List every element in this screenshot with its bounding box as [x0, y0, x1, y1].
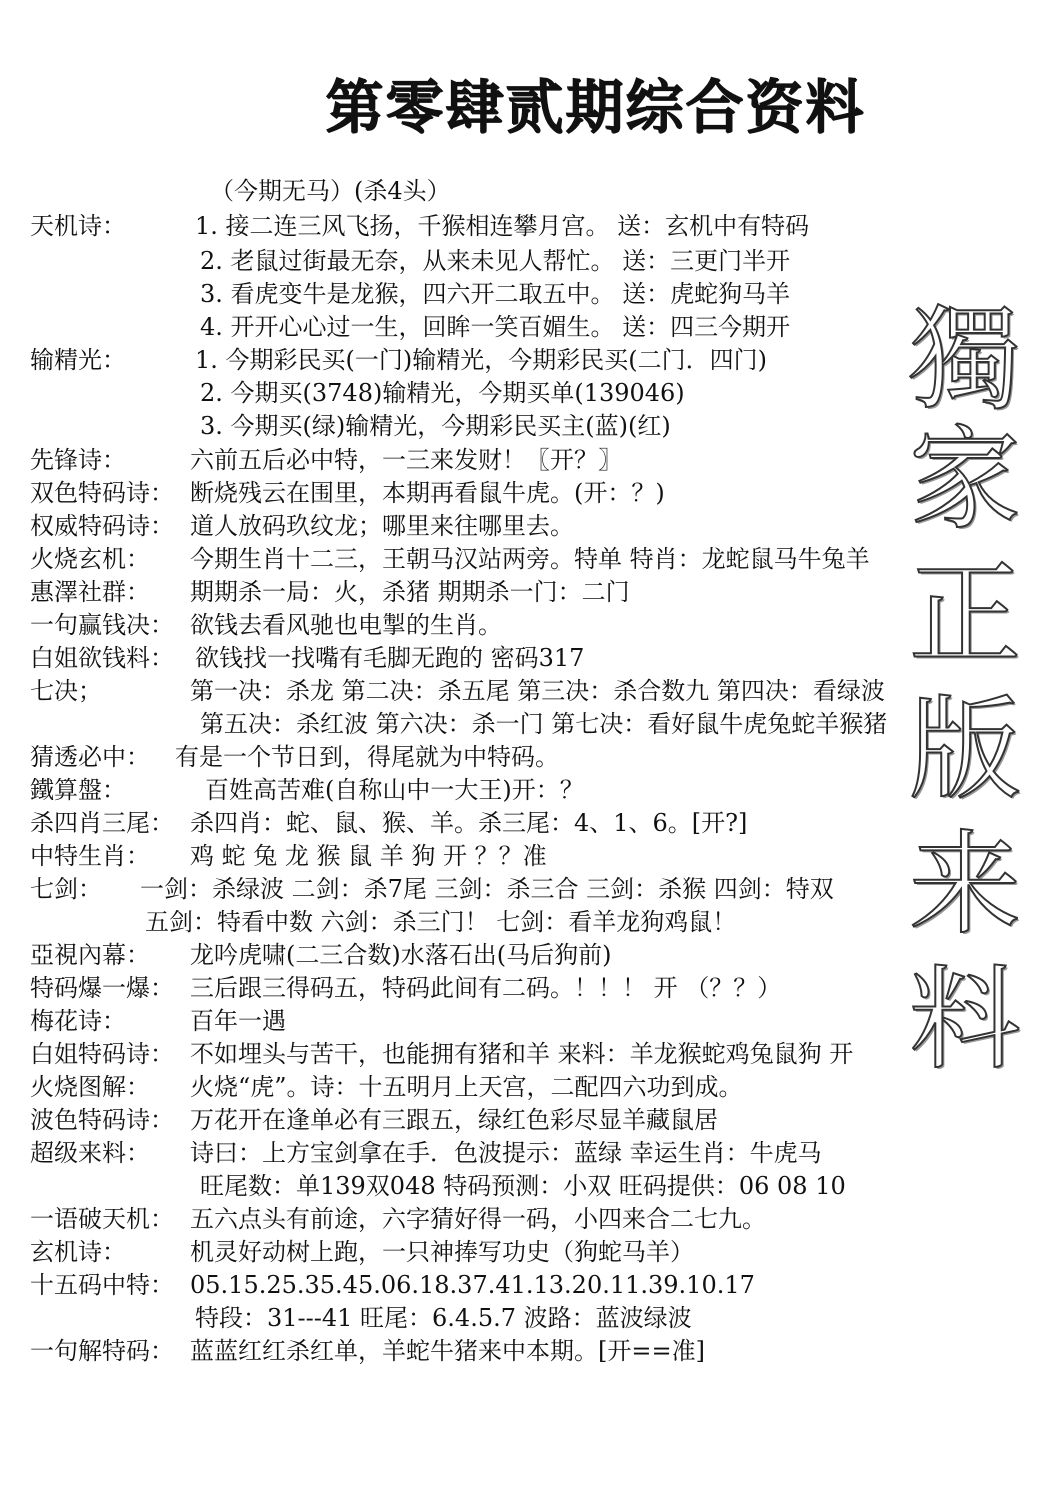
- row-text: 第五决：杀红波 第六决：杀一门 第七决：看好鼠牛虎兔蛇羊猴猪: [200, 710, 888, 738]
- row-label: 一句赢钱决：: [30, 611, 174, 639]
- watermark-char: 獨: [909, 295, 1021, 425]
- row-text: 五剑：特看中数 六剑：杀三门！ 七剑：看羊龙狗鸡鼠！: [145, 908, 737, 936]
- row-text: 3. 今期买(绿)输精光，今期彩民买主(蓝)(红): [200, 412, 671, 440]
- row-label: 杀四肖三尾：: [30, 809, 174, 837]
- row-label: 一句解特码：: [30, 1337, 174, 1365]
- row-label: 梅花诗：: [30, 1007, 126, 1035]
- row-label: 输精光：: [30, 346, 126, 374]
- watermark-char: 家: [909, 415, 1021, 545]
- row-text: 机灵好动树上跑，一只神捧写功史（狗蛇马羊）: [190, 1238, 694, 1266]
- row-text: 期期杀一局：火，杀猪 期期杀一门：二门: [190, 578, 630, 606]
- row-label: 十五码中特：: [30, 1271, 174, 1299]
- row-label: 超级来料：: [30, 1139, 150, 1167]
- row-label: 特码爆一爆：: [30, 974, 174, 1002]
- row-text: 百姓高苦难(自称山中一大王)开：？: [205, 776, 584, 804]
- row-label: 火烧玄机：: [30, 545, 150, 573]
- row-label: 火烧图解：: [30, 1073, 150, 1101]
- row-text: 1. 今期彩民买(一门)输精光，今期彩民买(二门．四门): [195, 346, 767, 374]
- row-text: 三后跟三得码五，特码此间有二码。！！！ 开 （？？）: [190, 974, 782, 1002]
- row-label: 亞視內幕：: [30, 941, 150, 969]
- row-text: 3. 看虎变牛是龙猴，四六开二取五中。 送：虎蛇狗马羊: [200, 280, 791, 308]
- row-label: 白姐欲钱料：: [30, 644, 174, 672]
- row-text: 火烧“虎”。诗：十五明月上天宫，二配四六功到成。: [190, 1073, 743, 1101]
- row-label: 惠澤社群：: [30, 578, 150, 606]
- watermark-char: 来: [909, 820, 1021, 950]
- row-text: 2. 老鼠过街最无奈，从来未见人帮忙。 送：三更门半开: [200, 247, 791, 275]
- row-text: 杀四肖：蛇、鼠、猴、羊。杀三尾：4、1、6。[开?]: [190, 809, 748, 837]
- row-text: 五六点头有前途，六字猜好得一码，小四来合二七九。: [190, 1205, 766, 1233]
- row-text: 第一决：杀龙 第二决：杀五尾 第三决：杀合数九 第四决：看绿波: [190, 677, 885, 705]
- watermark-char: 正: [909, 550, 1021, 680]
- row-text: 六前五后必中特，一三来发财！〖开？〗: [190, 446, 622, 474]
- row-label: 中特生肖：: [30, 842, 150, 870]
- row-label: 天机诗：: [30, 212, 126, 240]
- row-label: 七决；: [30, 677, 102, 705]
- row-text: 1. 接二连三风飞扬，千猴相连攀月宫。 送：玄机中有特码: [195, 212, 810, 240]
- row-text: 不如埋头与苦干，也能拥有猪和羊 来料：羊龙猴蛇鸡兔鼠狗 开: [190, 1040, 854, 1068]
- row-label: 波色特码诗：: [30, 1106, 174, 1134]
- row-label: 双色特码诗：: [30, 479, 174, 507]
- row-text: 万花开在逢单必有三跟五，绿红色彩尽显羊藏鼠居: [190, 1106, 718, 1134]
- row-label: 鐵算盤：: [30, 776, 126, 804]
- watermark-char: 版: [909, 685, 1021, 815]
- row-label: 玄机诗：: [30, 1238, 126, 1266]
- row-text: 欲钱去看风驰也电掣的生肖。: [190, 611, 502, 639]
- row-text: 有是一个节日到，得尾就为中特码。: [175, 743, 559, 771]
- row-text: 道人放码玖纹龙；哪里来往哪里去。: [190, 512, 574, 540]
- row-text: 4. 开开心心过一生，回眸一笑百媚生。 送：四三今期开: [200, 313, 791, 341]
- row-text: 今期生肖十二三，王朝马汉站两旁。特单 特肖：龙蛇鼠马牛兔羊: [190, 545, 870, 573]
- row-text: 旺尾数：单139双048 特码预测：小双 旺码提供：06 08 10: [200, 1172, 846, 1200]
- row-label: 先锋诗：: [30, 446, 126, 474]
- watermark-char: 料: [909, 955, 1021, 1085]
- row-label: 白姐特码诗：: [30, 1040, 174, 1068]
- row-text: （今期无马）(杀4头）: [210, 177, 451, 205]
- row-text: 05.15.25.35.45.06.18.37.41.13.20.11.39.10.17: [190, 1271, 755, 1299]
- row-text: 2. 今期买(3748)输精光，今期买单(139046): [200, 379, 685, 407]
- row-text: 一剑：杀绿波 二剑：杀7尾 三剑：杀三合 三剑：杀猴 四剑：特双: [140, 875, 834, 903]
- page-title: 第零肆贰期综合资料: [325, 73, 866, 141]
- watermark-vertical-text: [895, 295, 1035, 1100]
- row-label: 一语破天机：: [30, 1205, 174, 1233]
- row-text: 欲钱找一找嘴有毛脚无跑的 密码317: [195, 644, 585, 672]
- row-label: 七剑：: [30, 875, 102, 903]
- row-text: 龙吟虎啸(二三合数)水落石出(马后狗前): [190, 941, 612, 969]
- row-text: 断烧残云在围里，本期再看鼠牛虎。(开：？): [190, 479, 665, 507]
- row-text: 特段：31---41 旺尾：6.4.5.7 波路：蓝波绿波: [195, 1304, 692, 1332]
- row-label: 权威特码诗：: [30, 512, 174, 540]
- row-text: 诗曰：上方宝剑拿在手．色波提示：蓝绿 幸运生肖：牛虎马: [190, 1139, 822, 1167]
- row-text: 蓝蓝红红杀红单，羊蛇牛猪来中本期。[开==准]: [190, 1337, 705, 1365]
- row-text: 鸡 蛇 兔 龙 猴 鼠 羊 狗 开 ？？准: [190, 842, 547, 870]
- row-label: 猜透必中：: [30, 743, 150, 771]
- row-text: 百年一遇: [190, 1007, 286, 1035]
